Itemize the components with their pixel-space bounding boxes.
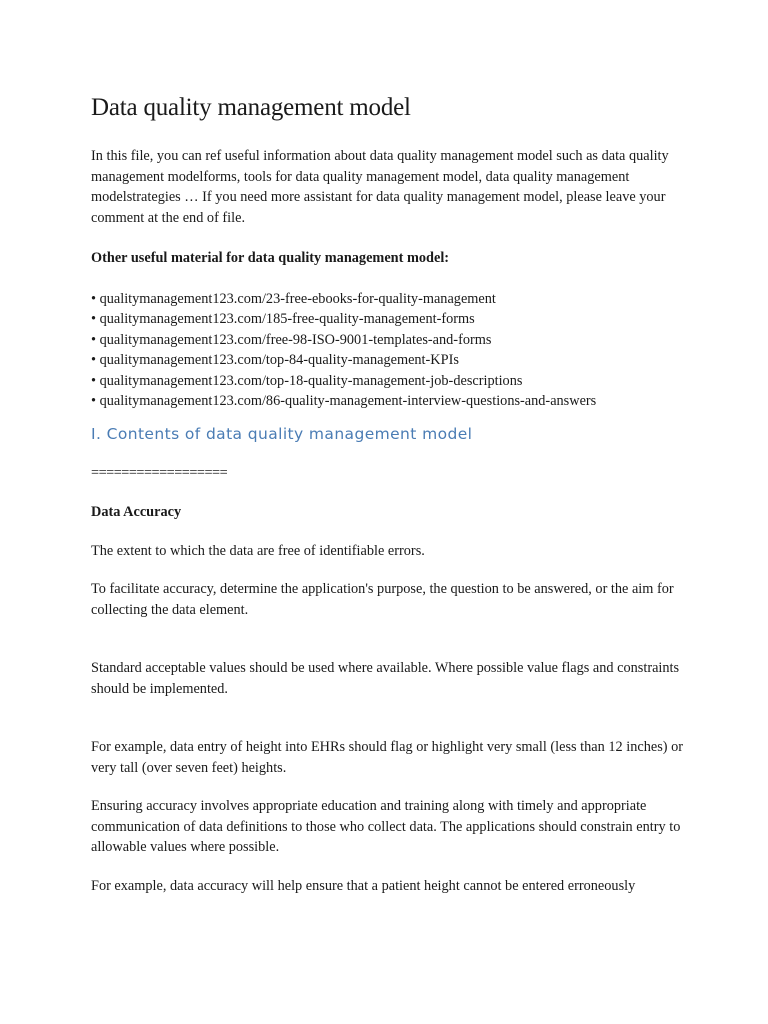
- resource-link[interactable]: • qualitymanagement123.com/86-quality-management-interview-questions-and-answers: [91, 393, 597, 409]
- other-material-heading: Other useful material for data quality management model:: [91, 250, 450, 266]
- subsection-title: Data Accuracy: [91, 504, 182, 520]
- document-title: Data quality management model: [91, 94, 411, 121]
- resource-link[interactable]: • qualitymanagement123.com/185-free-quality-management-forms: [91, 311, 475, 327]
- body-paragraph: To facilitate accuracy, determine the application's purpose, the question to be answered, or the aim for collecting the data element.: [91, 581, 674, 618]
- resource-link[interactable]: • qualitymanagement123.com/free-98-ISO-9001-templates-and-forms: [91, 331, 492, 348]
- resource-link[interactable]: • qualitymanagement123.com/top-84-quality-management-KPIs: [91, 352, 459, 368]
- body-paragraph: The extent to which the data are free of identifiable errors.: [91, 542, 425, 559]
- body-paragraph: Standard acceptable values should be used where available. Where possible value flags and constraints should be implemented.: [91, 660, 680, 697]
- resource-link[interactable]: • qualitymanagement123.com/top-18-quality-management-job-descriptions: [91, 372, 523, 389]
- resource-link[interactable]: • qualitymanagement123.com/23-free-ebooks-for-quality-management: [91, 290, 496, 307]
- separator-line: ==================: [91, 464, 228, 481]
- body-paragraph: Ensuring accuracy involves appropriate education and training along with timely and appropriate communication of data definitions to those who collect data. The applications should constrain entry to allowable values where possible.: [91, 798, 681, 855]
- body-paragraph: For example, data entry of height into EHRs should flag or highlight very small (less than 12 inches) or very tall (over seven feet) heights.: [91, 739, 684, 776]
- intro-paragraph: In this file, you can ref useful information about data quality management model such as data quality management modelforms, tools for data quality management model, data quality management modelstrategies … If you need more assistant for data quality management model, please leave your comment at the end of file.: [91, 148, 669, 226]
- document-content: [91, 92, 691, 914]
- body-paragraph: For example, data accuracy will help ensure that a patient height cannot be entered erroneously: [91, 877, 636, 894]
- resource-link-list: [91, 289, 691, 412]
- section-heading: I. Contents of data quality management model: [91, 424, 473, 443]
